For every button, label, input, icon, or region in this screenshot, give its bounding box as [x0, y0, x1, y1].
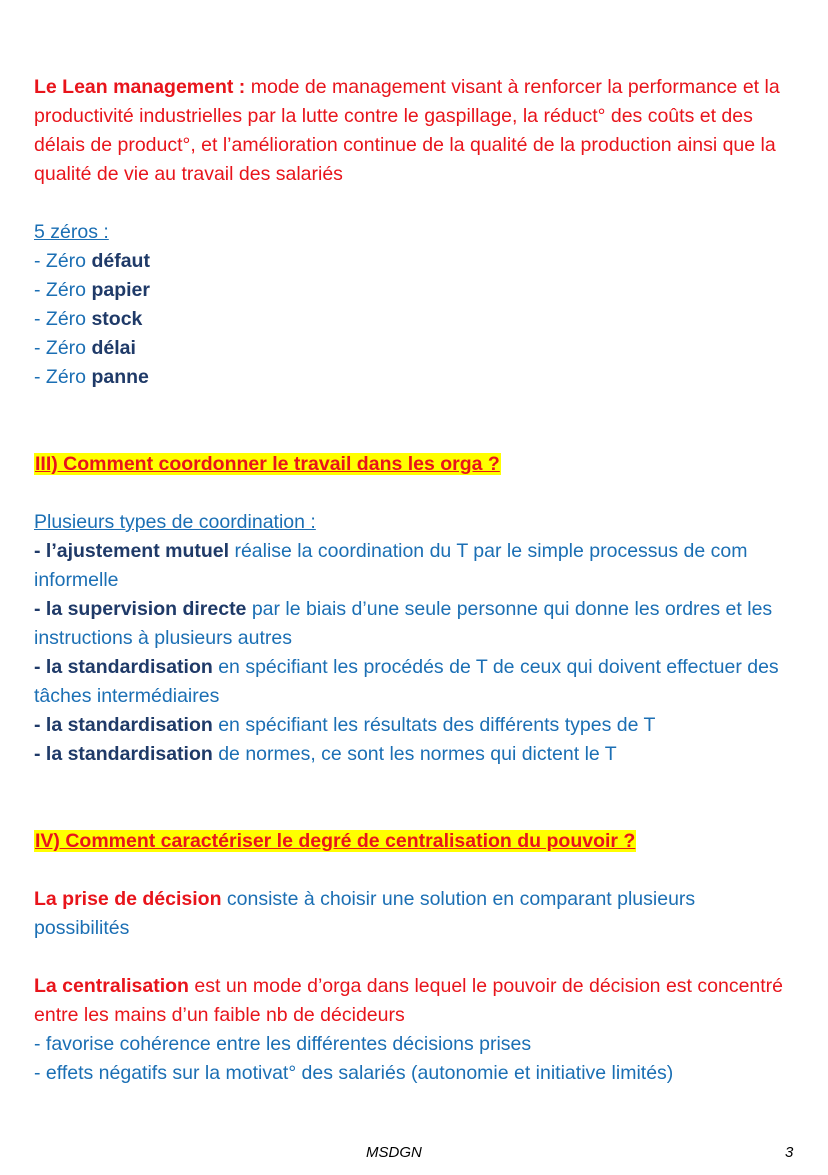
- section-4-title: IV) Comment caractériser le degré de centralisation du pouvoir ?: [35, 830, 636, 852]
- centralisation-term: La centralisation: [34, 975, 189, 997]
- decision-paragraph: [34, 885, 794, 943]
- decision-text: consiste à choisir une solution en comparant plusieurs possibilités: [34, 888, 696, 939]
- section-3-title: III) Comment coordonner le travail dans les orga ?: [35, 453, 500, 475]
- zero-item: - Zéro papier: [34, 279, 150, 301]
- page-number: 3: [785, 1144, 794, 1161]
- zero-item: - Zéro délai: [34, 337, 136, 359]
- coordination-item: - la standardisation en spécifiant les résultats des différents types de T: [34, 714, 656, 736]
- centralisation-point: - favorise cohérence entre les différentes décisions prises: [34, 1033, 532, 1055]
- zero-item: - Zéro stock: [34, 308, 143, 330]
- coordination-intro: Plusieurs types de coordination :: [34, 511, 316, 533]
- coordination-item: - l’ajustement mutuel réalise la coordination du T par le simple processus de com informelle: [34, 540, 748, 591]
- decision-term: La prise de décision: [34, 888, 222, 910]
- coordination-item: - la standardisation en spécifiant les procédés de T de ceux qui doivent effectuer des tâches intermédiaires: [34, 656, 779, 707]
- coordination-item: - la supervision directe par le biais d’une seule personne qui donne les ordres et les instructions à plusieurs autres: [34, 598, 773, 649]
- lean-term: Le Lean management :: [34, 76, 246, 98]
- coordination-item: - la standardisation de normes, ce sont les normes qui dictent le T: [34, 743, 617, 765]
- centralisation-point: - effets négatifs sur la motivat° des salariés (autonomie et initiative limités): [34, 1062, 674, 1084]
- zero-item: - Zéro défaut: [34, 250, 150, 272]
- lean-definition-paragraph: [34, 73, 794, 189]
- centralisation-paragraph: [34, 972, 794, 1030]
- lean-definition: mode de management visant à renforcer la performance et la productivité industrielles par la lutte contre le gaspillage, la réduct° des coûts et des délais de product°, et l’amélioration continue de la qualité de la production ainsi que la qualité de vie au travail des salariés: [34, 76, 780, 185]
- zero-item: - Zéro panne: [34, 366, 149, 388]
- page-content: [34, 73, 794, 1088]
- section-3-heading: [34, 450, 794, 479]
- zeros-heading: 5 zéros :: [34, 221, 109, 243]
- section-4-heading: [34, 827, 794, 856]
- footer-label: MSDGN: [366, 1144, 422, 1161]
- centralisation-text: est un mode d’orga dans lequel le pouvoir de décision est concentré entre les mains d’un faible nb de décideurs: [34, 975, 784, 1026]
